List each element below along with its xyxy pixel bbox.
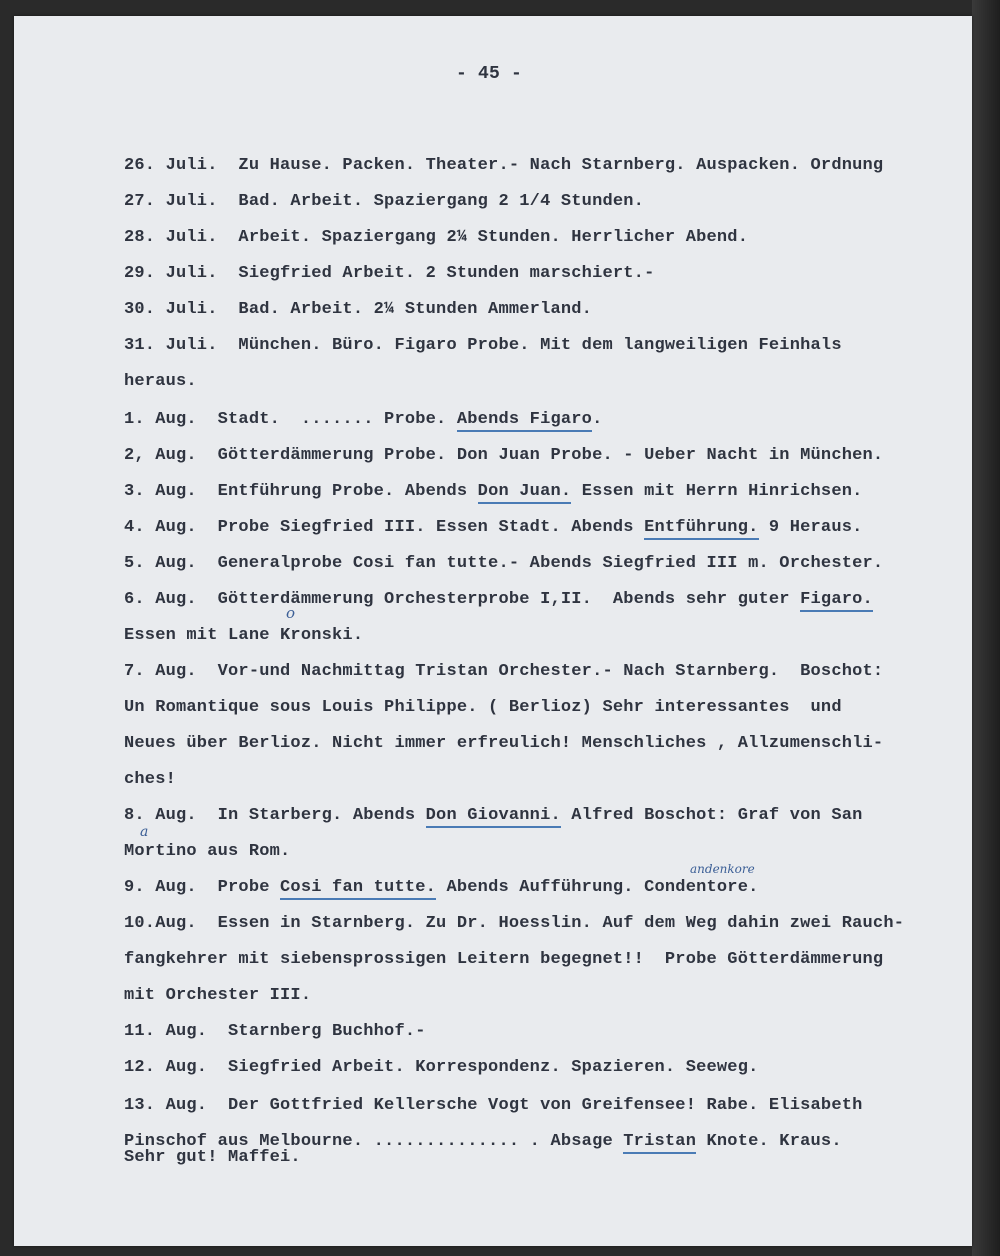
underlined-title: Don Juan. <box>478 482 572 504</box>
line-text: 7. Aug. Vor-und Nachmittag Tristan Orchester.- Nach Starnberg. Boschot: <box>124 662 884 681</box>
line-text: 1. Aug. Stadt. ....... Probe. <box>124 410 457 429</box>
line-text: 4. Aug. Probe Siegfried III. Essen Stadt. Abends <box>124 518 645 537</box>
diary-line <box>124 662 883 682</box>
line-text: 26. Juli. Zu Hause. Packen. Theater.- Nach Starnberg. Auspacken. Ordnung <box>124 156 884 175</box>
line-text: fangkehrer mit siebensprossigen Leitern begegnet!! Probe Götterdämmerung <box>124 950 884 969</box>
diary-line <box>124 1148 301 1168</box>
line-text: 30. Juli. Bad. Arbeit. 2¼ Stunden Ammerland. <box>124 300 593 319</box>
line-text: 2, Aug. Götterdämmerung Probe. Don Juan Probe. - Ueber Nacht in München. <box>124 446 884 465</box>
diary-line <box>124 590 873 610</box>
underlined-title: Abends Figaro <box>457 410 592 432</box>
line-text: 3. Aug. Entführung Probe. Abends <box>124 482 478 501</box>
diary-line <box>124 300 592 320</box>
diary-line <box>124 950 883 970</box>
line-text: Essen mit Lane Kronski. <box>124 626 364 645</box>
diary-line <box>124 878 759 898</box>
line-text-after: Essen mit Herrn Hinrichsen. <box>571 482 863 501</box>
diary-line <box>124 192 644 212</box>
handwritten-correction: o <box>286 604 296 622</box>
diary-line <box>124 410 603 430</box>
diary-line <box>124 770 176 790</box>
page-number: - 45 - <box>456 64 523 84</box>
diary-line <box>124 1058 759 1078</box>
diary-line <box>124 626 363 646</box>
diary-line <box>124 372 197 392</box>
line-text-after: Knote. Kraus. <box>696 1132 842 1151</box>
diary-line <box>124 264 655 284</box>
line-text: 29. Juli. Siegfried Arbeit. 2 Stunden marschiert.- <box>124 264 655 283</box>
line-text-after: . <box>592 410 603 429</box>
diary-line <box>124 336 842 356</box>
page-edge-shadow <box>972 0 1000 1256</box>
line-text: 27. Juli. Bad. Arbeit. Spaziergang 2 1/4 Stunden. <box>124 192 645 211</box>
line-text-after: Abends Aufführung. Condentore. <box>436 878 759 897</box>
line-text: Mortino aus Rom. <box>124 842 291 861</box>
underlined-title: Figaro. <box>800 590 873 612</box>
line-text: 11. Aug. Starnberg Buchhof.- <box>124 1022 426 1041</box>
line-text: Pinschof aus Melbourne. .............. . Absage <box>124 1132 624 1151</box>
diary-line <box>124 228 748 248</box>
diary-line <box>124 482 863 502</box>
diary-line <box>124 518 863 538</box>
diary-line <box>124 734 883 754</box>
line-text: Un Romantique sous Louis Philippe. ( Berlioz) Sehr interessantes und <box>124 698 842 717</box>
diary-line <box>124 1022 426 1042</box>
line-text: 6. Aug. Götterdämmerung Orchesterprobe I,II. Abends sehr guter <box>124 590 801 609</box>
line-text: Neues über Berlioz. Nicht immer erfreulich! Menschliches , Allzumenschli- <box>124 734 884 753</box>
diary-line <box>124 446 883 466</box>
line-text: 13. Aug. Der Gottfried Kellersche Vogt von Greifensee! Rabe. Elisabeth <box>124 1096 863 1115</box>
line-text: heraus. <box>124 372 197 391</box>
diary-line <box>124 1096 863 1116</box>
line-text: 28. Juli. Arbeit. Spaziergang 2¼ Stunden. Herrlicher Abend. <box>124 228 749 247</box>
line-text: Sehr gut! Maffei. <box>124 1148 301 1167</box>
handwritten-correction: andenkore <box>690 862 755 876</box>
diary-line <box>124 842 290 862</box>
line-text: ches! <box>124 770 177 789</box>
line-text: 10.Aug. Essen in Starnberg. Zu Dr. Hoesslin. Auf dem Weg dahin zwei Rauch- <box>124 914 905 933</box>
line-text: 31. Juli. München. Büro. Figaro Probe. Mit dem langweiligen Feinhals <box>124 336 842 355</box>
line-text: 5. Aug. Generalprobe Cosi fan tutte.- Abends Siegfried III m. Orchester. <box>124 554 884 573</box>
underlined-title: Tristan <box>623 1132 696 1154</box>
line-text: 12. Aug. Siegfried Arbeit. Korrespondenz. Spazieren. Seeweg. <box>124 1058 759 1077</box>
underlined-title: Entführung. <box>644 518 758 540</box>
diary-line <box>124 914 904 934</box>
underlined-title: Cosi fan tutte. <box>280 878 436 900</box>
line-text-after: 9 Heraus. <box>758 518 863 537</box>
diary-line <box>124 986 311 1006</box>
line-text: 8. Aug. In Starberg. Abends <box>124 806 426 825</box>
diary-line <box>124 806 863 826</box>
line-text-after: Alfred Boschot: Graf von San <box>560 806 863 825</box>
diary-line <box>124 554 883 574</box>
handwritten-correction: a <box>140 824 149 840</box>
diary-line <box>124 156 883 176</box>
underlined-title: Don Giovanni. <box>426 806 561 828</box>
line-text: 9. Aug. Probe <box>124 878 281 897</box>
line-text: mit Orchester III. <box>124 986 312 1005</box>
diary-line <box>124 698 842 718</box>
